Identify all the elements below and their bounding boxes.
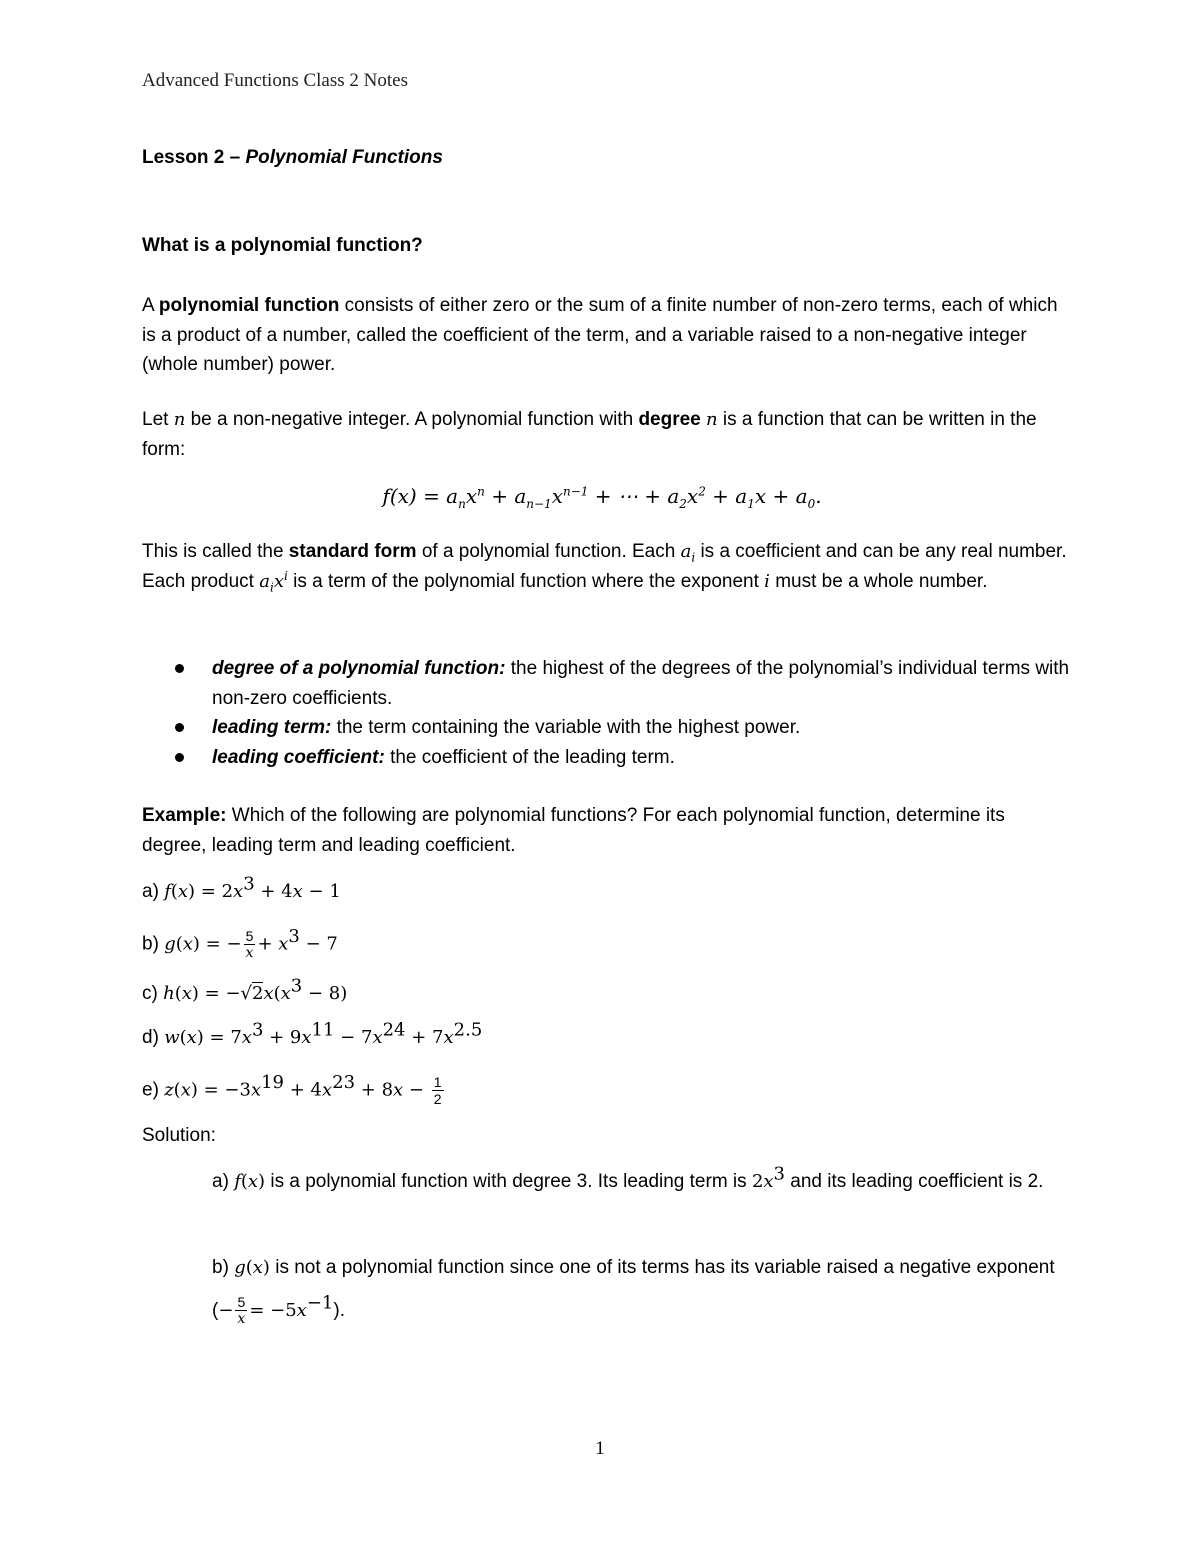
definition-term: polynomial function [158,295,340,316]
solution-label: Solution: [142,1125,216,1146]
running-header: Advanced Functions Class 2 Notes [142,70,408,91]
fraction: $\frac{5}{x}$ [245,928,254,961]
bullet-icon [175,664,184,673]
standard-form-paragraph: This is called the standard form of a polynomial function. Each $a_i$ is a coefficient and can be any real number. Each product $a_ix^i$ is a term of the polynomial function where the exponent i must be a whole number. [142,541,1067,595]
lesson-title [142,147,443,169]
example-item-c: c) $h(x) = -√2x(x^3 - 8)$ [142,975,348,1004]
degree-paragraph: Let n be a non-negative integer. A polynomial function with degree n is a function that can be written in the form: [142,409,1037,460]
section-heading: What is a polynomial function? [142,235,423,256]
example-paragraph: Example: Which of the following are polynomial functions? For each polynomial function, determine its degree, leading term and leading coefficient. [142,805,1005,856]
lesson-name: Polynomial Functions [245,147,443,168]
example-item-a: a) $f(x) = 2x^3 + 4x - 1$ [142,873,341,902]
bullet-icon [175,753,184,762]
example-item-d: d) $w(x) = 7x^3 + 9x^{11} - 7x^{24} + 7x^{2.5}$ [142,1019,483,1048]
bullet-icon [175,723,184,732]
definition-paragraph: A polynomial function consists of either zero or the sum of a finite number of non-zero terms, each of which is a product of a number, called the coefficient of the term, and a variable raised to a non-negative integer (whole number) power. [142,295,1058,375]
example-item-e: e) $z(x) = -3x^{19} + 4x^{23} + 8x$ − $\frac{1}{2}$ [142,1072,442,1107]
standard-form-equation: $f(x) = a_nx^n + a_{n-1}x^{n-1}$ + ⋯ + $a_2x^2 + a_1x + a_0$. [382,484,822,511]
fraction: $\frac{1}{2}$ [433,1074,442,1107]
list-item: leading coefficient: the coefficient of the leading term. [142,743,1072,773]
list-item: leading term: the term containing the variable with the highest power. [142,713,1072,743]
list-item: degree of a polynomial function: the highest of the degrees of the polynomial’s individual terms with non-zero coefficients. [142,654,1072,713]
solution-a: a) f(x) is a polynomial function with degree 3. Its leading term is $2x^3$ and its leading coefficient is 2. [212,1163,1044,1192]
coefficient-symbol: $a_i$ [680,541,696,565]
term-symbol: $a_ix^i$ [259,568,288,595]
fraction: $\frac{5}{x}$ [237,1294,246,1328]
page-number: 1 [595,1438,605,1459]
solution-b: b) g(x) is not a polynomial function since one of its terms has its variable raised a negative exponent (− $\frac{5}{x}$ = $-5x^{-1}$). [212,1257,1055,1328]
example-item-b: b) g(x) = − $\frac{5}{x}$ + $x^3 - 7$ [142,926,338,961]
lesson-prefix: Lesson 2 – [142,147,246,168]
definitions-list [142,654,1072,772]
